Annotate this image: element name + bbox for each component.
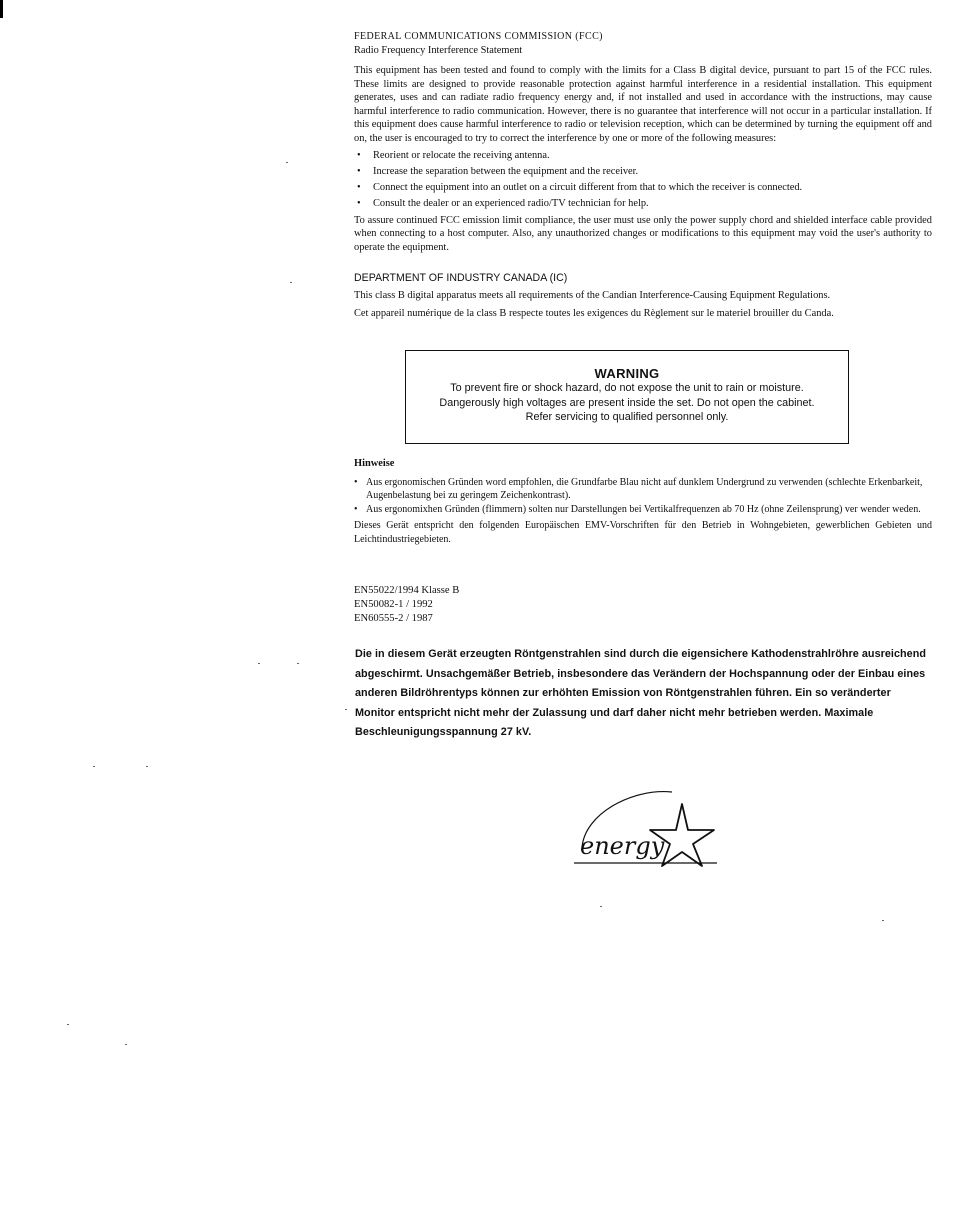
- scan-speck: [286, 162, 288, 163]
- scan-speck: [146, 766, 148, 767]
- scan-speck: [600, 906, 602, 907]
- fcc-title: FEDERAL COMMUNICATIONS COMMISSION (FCC): [354, 31, 603, 42]
- fcc-closing: To assure continued FCC emission limit compliance, the user must use only the power supply chord and shielded interface cable provided when connecting to a host computer. Also, any unauthorized changes or modifications to this equipment may void the user's authority to operate the equipment.: [354, 214, 932, 253]
- warning-box: [405, 350, 849, 444]
- scan-edge-mark: [0, 0, 3, 18]
- norm-item: EN60555-2 / 1987: [354, 613, 433, 624]
- fcc-measures-list: [354, 148, 932, 212]
- warning-line: Refer servicing to qualified personnel only.: [525, 411, 729, 423]
- ic-french: Cet appareil numérique de la class B respecte toutes les exigences du Règlement sur le materiel brouiller du Canda.: [354, 308, 834, 320]
- ic-english: This class B digital apparatus meets all requirements of the Candian Interference-Causing Equipment Regulations.: [354, 290, 831, 302]
- fcc-intro: This equipment has been tested and found to comply with the limits for a Class B digital device, pursuant to part 15 of the FCC rules. These limits are designed to provide reasonable protection against harmful interference in a residential installation. This equipment generates, uses and can radiate radio frequency energy and, if not installed and used in accordance with the instructions, may cause harmful interference to radio communication. However, there is no guarantee that interference will not occur in a particular installation. If this equipment does cause harmful interference to radio or television reception, which can be determined by turning the equipment off and on, the user is encouraged to try to correct the interference by one or more of the following measures:: [354, 65, 932, 144]
- scan-speck: [297, 663, 299, 664]
- warning-line: Dangerously high voltages are present inside the set. Do not open the cabinet.: [439, 396, 815, 409]
- norm-item: EN55022/1994 Klasse B: [354, 585, 460, 596]
- roentgen-notice: Die in diesem Gerät erzeugten Röntgenstrahlen sind durch die eigensichere Kathodenstrahlröhre ausreichend abgeschirmt. Unsachgemäßer Betrieb, insbesondere das Verändern der Hochspannung oder der Einbau eines anderen Bildröhrentyps können zur erhöhten Emission von Röntgenstrahlen führen. Ein so veränderter Monitor entspricht nicht mehr der Zulassung und darf daher nicht mehr betrieben werden. Maximale Beschleunigungsspannung 27 kV.: [355, 648, 927, 738]
- energy-star-logo-svg: [572, 786, 722, 868]
- list-item: • Connect the equipment into an outlet on a circuit different from that to which the receiver is connected.: [354, 180, 932, 196]
- hinweise-list: [354, 477, 932, 517]
- norms-list: [354, 584, 459, 626]
- fcc-subtitle: Radio Frequency Interference Statement: [354, 45, 523, 56]
- list-item: • Reorient or relocate the receiving antenna.: [354, 148, 932, 164]
- scan-speck: [67, 1024, 69, 1025]
- scan-speck: [882, 920, 884, 921]
- energy-logo-text: energy: [580, 832, 665, 860]
- scan-speck: [345, 709, 347, 710]
- hinweise-title: Hinweise: [354, 458, 395, 469]
- list-item: • Increase the separation between the equipment and the receiver.: [354, 164, 932, 180]
- list-item: • Aus ergonomixhen Gründen (flimmern) solten nur Darstellungen bei Vertikalfrequenzen ab 70 Hz (ohne Zeilensprung) ver wender weden.: [354, 504, 932, 517]
- norm-item: EN50082-1 / 1992: [354, 599, 433, 610]
- list-item: • Aus ergonomischen Gründen word empfohlen, die Grundfarbe Blau nicht auf dunklem Undergrund zu verwenden (schlechte Erkenbarkeit, Augenbelastung bei zu geringem Zeichenkontrast).: [354, 477, 932, 502]
- warning-line: To prevent fire or shock hazard, do not expose the unit to rain or moisture.: [450, 382, 804, 394]
- scan-speck: [125, 1044, 127, 1045]
- warning-title: WARNING: [594, 366, 660, 381]
- scan-speck: [258, 663, 260, 664]
- scan-speck: [93, 766, 95, 767]
- list-item: • Consult the dealer or an experienced radio/TV technician for help.: [354, 196, 932, 212]
- scan-speck: [290, 282, 292, 283]
- hinweise-closing: Dieses Gerät entspricht den folgenden Europäischen EMV-Vorschriften für den Betrieb in Wohngebieten, gewerblichen Gebieten und Leichtindustriegebieten.: [354, 519, 932, 545]
- fcc-section: [354, 30, 932, 321]
- energy-star-logo-icon: [572, 786, 722, 868]
- hinweise-section: [354, 457, 932, 547]
- ic-title: DEPARTMENT OF INDUSTRY CANADA (IC): [354, 272, 568, 285]
